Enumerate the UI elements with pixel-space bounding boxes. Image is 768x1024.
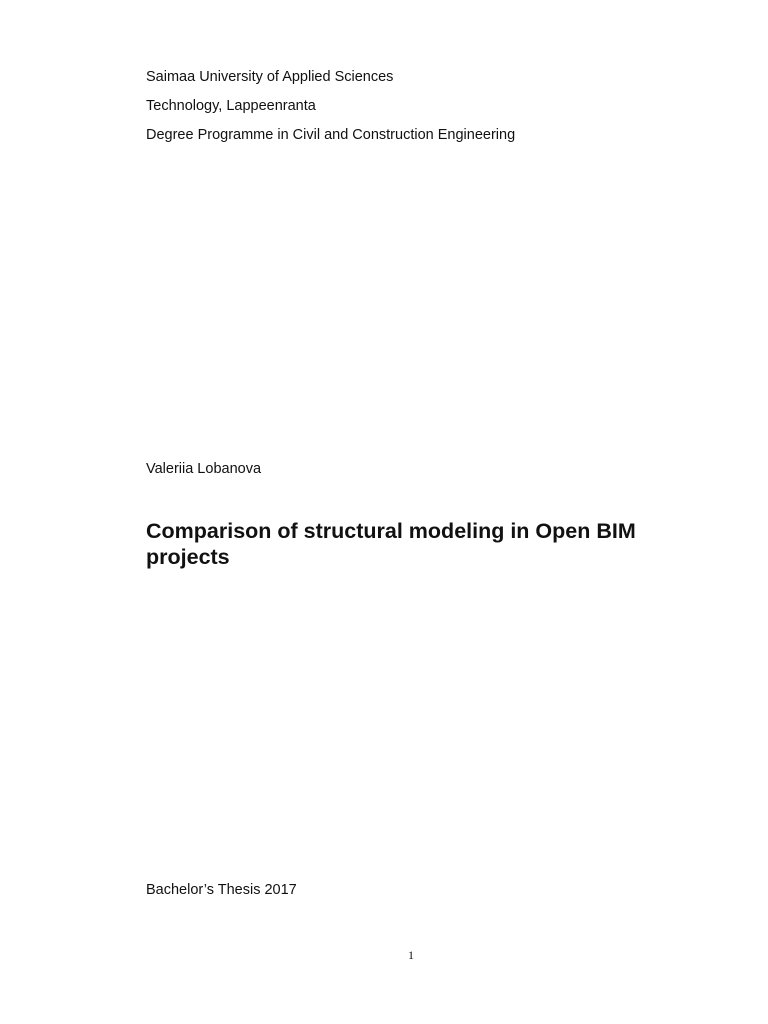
faculty-name: Technology, Lappeenranta: [146, 98, 316, 114]
author-name: Valeriia Lobanova: [146, 461, 262, 477]
degree-programme: Degree Programme in Civil and Construction Engineering: [146, 127, 516, 143]
page-number: 1: [408, 948, 414, 962]
thesis-title: Comparison of structural modeling in Open BIM projects: [146, 519, 636, 569]
institution-name: Saimaa University of Applied Sciences: [146, 69, 394, 85]
thesis-type-year: Bachelor’s Thesis 2017: [146, 882, 297, 898]
